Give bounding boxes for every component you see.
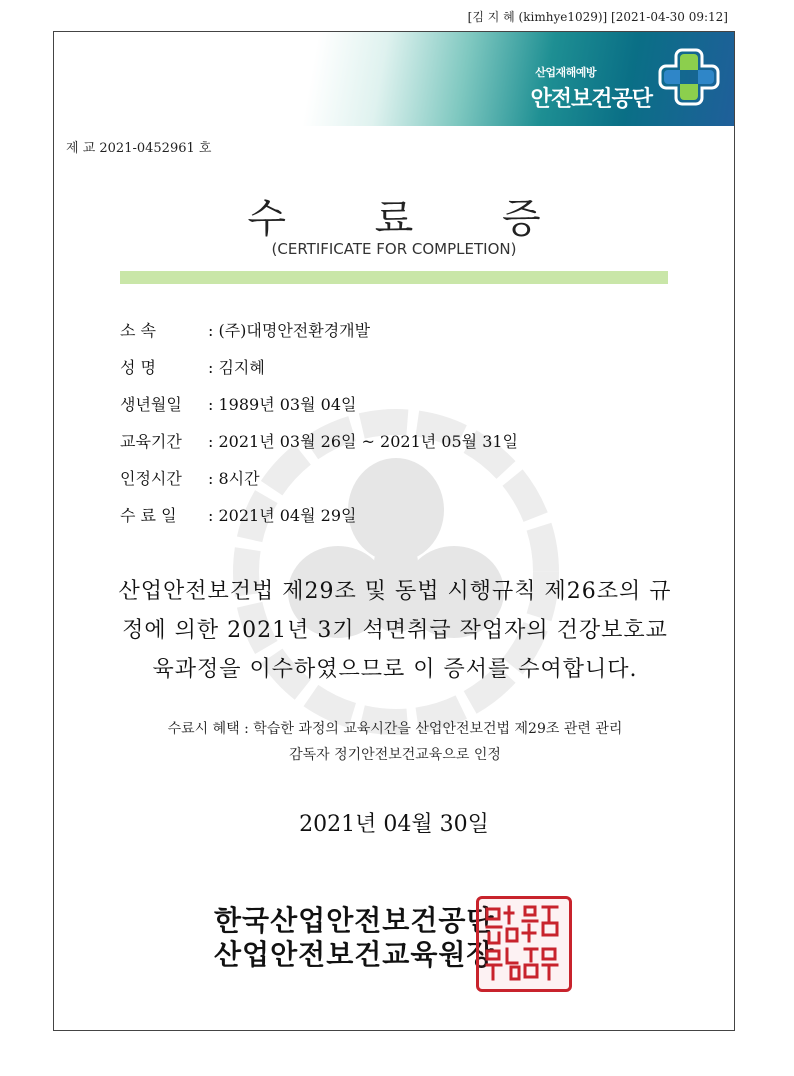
org-subtitle: 산업재해예방	[535, 66, 596, 79]
field-value: : (주)대명안전환경개발	[208, 321, 371, 340]
header-banner	[54, 32, 734, 126]
benefit-line: 감독자 정기안전보건교육으로 인정	[289, 747, 501, 763]
field-value: : 김지혜	[208, 358, 265, 377]
field-birthdate	[120, 392, 356, 415]
clover-cross-logo-icon	[658, 46, 720, 108]
field-training-period	[120, 429, 518, 452]
field-value: : 1989년 03월 04일	[208, 395, 357, 414]
field-affiliation	[120, 318, 370, 341]
certificate-statement	[64, 572, 726, 689]
field-value: : 8시간	[208, 469, 260, 488]
statement-line: 육과정을 이수하였으므로 이 증서를 수여합니다.	[152, 657, 638, 682]
field-label: 성 명	[120, 358, 156, 377]
statement-line: 정에 의한 2021년 3기 석면취급 작업자의 건강보호교	[122, 618, 668, 643]
certificate-title: 수 료 증	[247, 196, 579, 242]
field-completion-date	[120, 503, 356, 526]
field-value: : 2021년 03월 26일 ~ 2021년 05월 31일	[208, 432, 519, 451]
benefit-line: 수료시 혜택 : 학습한 과정의 교육시간을 산업안전보건법 제29조 관련 관리	[167, 721, 623, 737]
certificate-subtitle: (CERTIFICATE FOR COMPLETION)	[271, 240, 517, 258]
issuer-line: 산업안전보건교육원장	[214, 938, 495, 971]
statement-line: 산업안전보건법 제29조 및 동법 시행규칙 제26조의 규	[118, 579, 672, 604]
field-name	[120, 355, 265, 378]
print-meta-line: [김 지 혜 (kimhye1029)] [2021-04-30 09:12]	[467, 10, 728, 24]
org-name: 안전보건공단	[530, 87, 652, 112]
field-label: 소 속	[120, 321, 156, 340]
field-label: 교육기간	[120, 432, 182, 451]
field-credited-hours	[120, 466, 260, 489]
issuer-name	[214, 904, 494, 972]
title-divider-bar	[120, 271, 668, 284]
certificate-frame	[53, 31, 735, 1031]
issue-date: 2021년 04월 30일	[299, 812, 489, 837]
official-seal-stamp-icon	[476, 896, 572, 992]
field-value: : 2021년 04월 29일	[208, 506, 357, 525]
certificate-number: 제 교 2021-0452961 호	[66, 141, 212, 156]
issuer-line: 한국산업안전보건공단	[214, 904, 495, 937]
completion-benefit	[64, 716, 726, 768]
field-label: 인정시간	[120, 469, 182, 488]
field-label: 수 료 일	[120, 506, 177, 525]
field-label: 생년월일	[120, 395, 182, 414]
